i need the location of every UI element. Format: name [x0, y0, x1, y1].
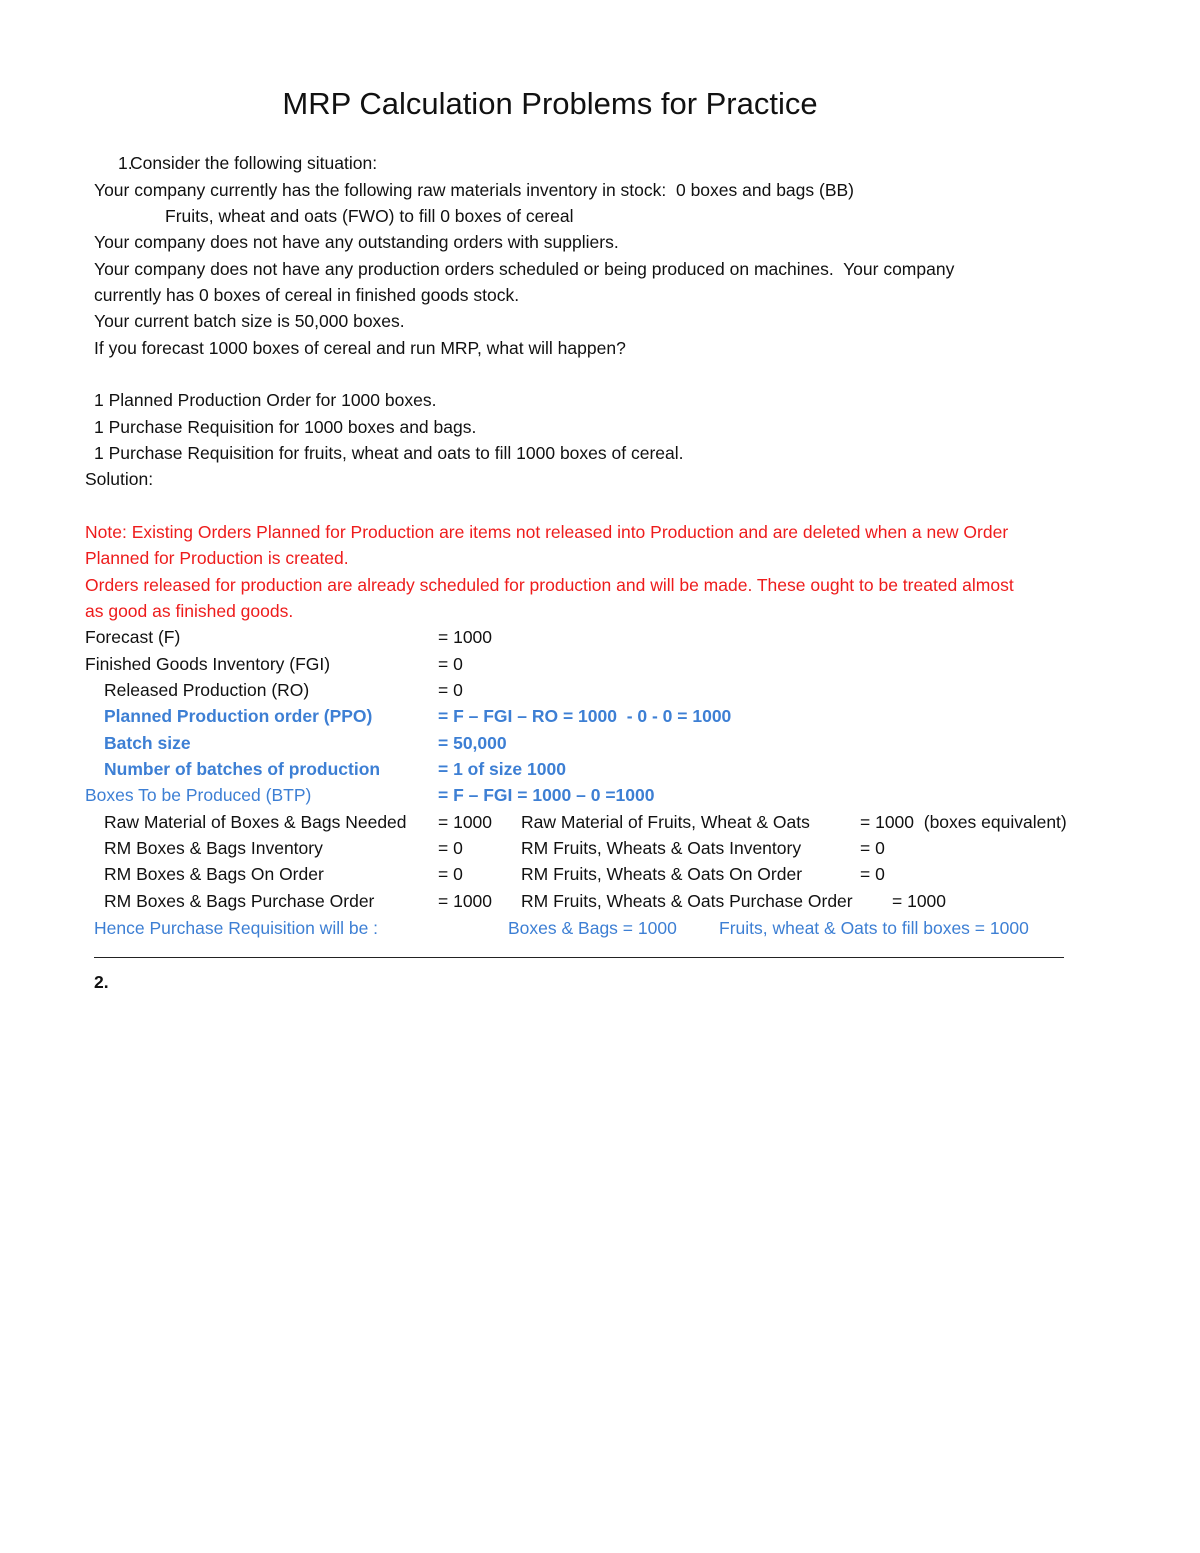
solution-label: Solution: [85, 469, 154, 489]
rm-bb-inventory-label: RM Boxes & Bags Inventory [104, 838, 323, 858]
fgi-value: = 0 [438, 654, 463, 674]
fgi-label: Finished Goods Inventory (FGI) [85, 654, 331, 674]
ppo-label: Planned Production order (PPO) [104, 706, 373, 726]
note-line: Orders released for production are already scheduled for production and will be made. These ought to be treated almost [85, 575, 1014, 595]
rm-bb-on-order-label: RM Boxes & Bags On Order [104, 864, 324, 884]
note-line: as good as finished goods. [85, 601, 294, 621]
rm-fwo-needed-value: = 1000 (boxes equivalent) [860, 812, 1067, 832]
rm-fwo-needed-label: Raw Material of Fruits, Wheat & Oats [521, 812, 810, 832]
number-of-batches-label: Number of batches of production [104, 759, 381, 779]
statement-line: Your company does not have any outstanding orders with suppliers. [94, 232, 619, 252]
note-line: Note: Existing Orders Planned for Production are items not released into Production and are deleted when a new Order [85, 522, 1009, 542]
statement-line: Your company currently has the following raw materials inventory in stock: 0 boxes and bags (BB) [94, 180, 855, 200]
rm-bb-inventory-value: = 0 [438, 838, 463, 858]
answer-line: 1 Purchase Requisition for fruits, wheat and oats to fill 1000 boxes of cereal. [94, 443, 684, 463]
rm-bb-purchase-order-label: RM Boxes & Bags Purchase Order [104, 891, 375, 911]
number-of-batches-value: = 1 of size 1000 [438, 759, 566, 779]
rm-bb-needed-label: Raw Material of Boxes & Bags Needed [104, 812, 407, 832]
released-production-label: Released Production (RO) [104, 680, 310, 700]
statement-line: currently has 0 boxes of cereal in finished goods stock. [94, 285, 520, 305]
rm-fwo-on-order-label: RM Fruits, Wheats & Oats On Order [521, 864, 803, 884]
rm-bb-needed-value: = 1000 [438, 812, 493, 832]
statement-line: If you forecast 1000 boxes of cereal and run MRP, what will happen? [94, 338, 626, 358]
rm-fwo-on-order-value: = 0 [860, 864, 885, 884]
answer-line: 1 Planned Production Order for 1000 boxes. [94, 390, 437, 410]
btp-label: Boxes To be Produced (BTP) [85, 785, 312, 805]
problem-2-number: 2. [94, 972, 109, 992]
batch-size-value: = 50,000 [438, 733, 507, 753]
statement-line: Fruits, wheat and oats (FWO) to fill 0 boxes of cereal [165, 206, 574, 226]
released-production-value: = 0 [438, 680, 463, 700]
note-line: Planned for Production is created. [85, 548, 349, 568]
section-divider [94, 957, 1064, 958]
statement-line: Your current batch size is 50,000 boxes. [94, 311, 405, 331]
forecast-label: Forecast (F) [85, 627, 181, 647]
rm-bb-on-order-value: = 0 [438, 864, 463, 884]
rm-fwo-purchase-order-label: RM Fruits, Wheats & Oats Purchase Order [521, 891, 853, 911]
requisition-label: Hence Purchase Requisition will be : [94, 918, 379, 938]
problem-1-heading: Consider the following situation: [130, 153, 378, 173]
btp-value: = F – FGI = 1000 – 0 =1000 [438, 785, 655, 805]
requisition-fruits-wheat-oats: Fruits, wheat & Oats to fill boxes = 1000 [719, 918, 1029, 938]
answer-line: 1 Purchase Requisition for 1000 boxes and bags. [94, 417, 477, 437]
page-title: MRP Calculation Problems for Practice [282, 86, 818, 121]
statement-line: Your company does not have any production orders scheduled or being produced on machines. Your company [94, 259, 955, 279]
rm-bb-purchase-order-value: = 1000 [438, 891, 493, 911]
requisition-boxes-bags: Boxes & Bags = 1000 [508, 918, 677, 938]
rm-fwo-purchase-order-value: = 1000 [892, 891, 947, 911]
batch-size-label: Batch size [104, 733, 191, 753]
rm-fwo-inventory-value: = 0 [860, 838, 885, 858]
ppo-value: = F – FGI – RO = 1000 - 0 - 0 = 1000 [438, 706, 732, 726]
forecast-value: = 1000 [438, 627, 493, 647]
rm-fwo-inventory-label: RM Fruits, Wheats & Oats Inventory [521, 838, 802, 858]
problem-1-number: 1. [118, 153, 133, 173]
